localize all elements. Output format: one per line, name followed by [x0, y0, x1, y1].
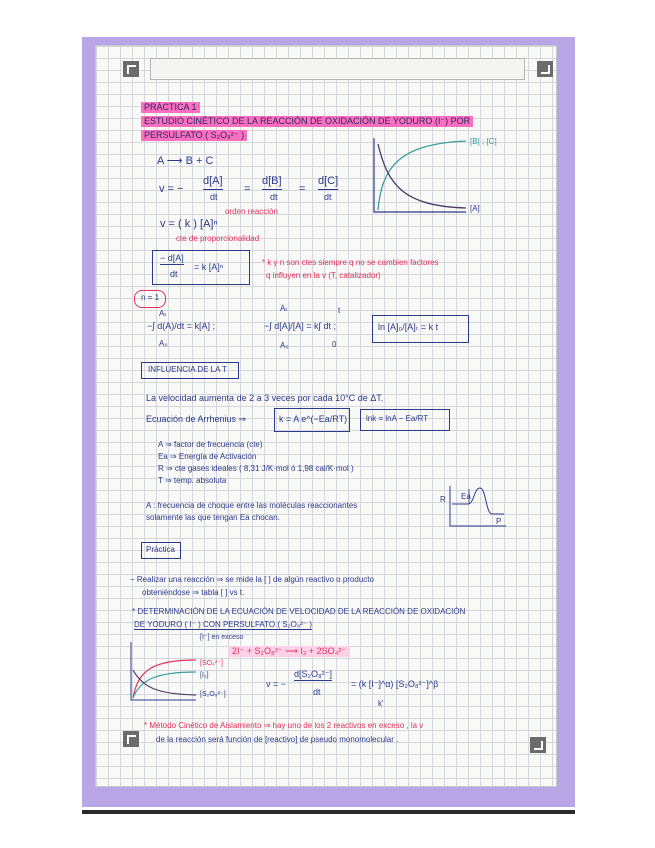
first-order-result: ln [A]₀/[A]ₜ = k t — [378, 322, 439, 332]
page-edge — [82, 810, 575, 814]
practice-step-2: obteniéndose ⇒ tabla [ ] vs t. — [142, 588, 245, 597]
constants-note: * k y n son ctes siempre q no se cambien factores — [262, 258, 439, 267]
def-gas-constant: R ⇒ cte gases ideales ( 8,31 J/K·mol ó 1,98 cal/K·mol ) — [158, 464, 354, 473]
integral-1: −∫ d(A)/dt = k[A] ; — [147, 321, 215, 331]
limit-a0: A₀ — [159, 339, 168, 348]
practice-rate-den: dt — [313, 687, 321, 697]
graph-label-reactant: [A] — [470, 204, 480, 213]
rate-v: v = − — [159, 183, 184, 195]
practice-concentration-graph — [128, 640, 198, 702]
energy-label-p: P — [496, 517, 502, 526]
rate-den-a: dt — [210, 192, 218, 202]
limit-t: t — [338, 306, 341, 315]
excess-label: [I⁻] en exceso — [200, 634, 244, 641]
graph-label-iodine: [I₂] — [200, 672, 209, 679]
persulfate-curve — [133, 670, 196, 695]
practice-header: Práctica — [146, 545, 175, 554]
limit-zero: 0 — [332, 340, 337, 349]
frequency-note: A : frecuencia de choque entre las moléculas reaccionantes — [146, 501, 358, 510]
boxed-eq-rhs: = k [A]ⁿ — [194, 262, 224, 272]
corner-mark-icon — [530, 737, 546, 753]
boxed-eq-num: − d[A] — [160, 253, 184, 263]
practice-title: PRÁCTICA 1 — [141, 102, 200, 113]
boxed-eq-den: dt — [170, 269, 178, 279]
concentration-time-graph — [370, 136, 470, 216]
limit-at-2: Aₜ — [280, 304, 288, 313]
arrhenius-label: Ecuación de Arrhenius ⇒ — [146, 414, 247, 424]
corner-mark-icon — [123, 731, 139, 747]
temperature-header: INFLUENCIA DE LA T — [148, 365, 227, 374]
rate-num-a: d[A] — [203, 176, 223, 190]
isolation-method-note-2: de la reacción será función de [reactivo] de pseudo monomolecular . — [156, 735, 399, 744]
practice-rate-num: d[S₂O₈²⁻] — [294, 669, 332, 679]
pseudo-rate-constant: k' — [378, 699, 384, 708]
graph-label-persulfate: [S₂O₈²⁻] — [200, 691, 226, 698]
practice-rate-law: = (k [I⁻]^α) [S₂O₈²⁻]^β — [351, 679, 439, 689]
practice-step: − Realizar una reacción ⇒ se mide la [ ] de algún reactivo o producto — [130, 575, 374, 584]
practice-rate-v: v = − — [266, 679, 287, 689]
rate-equals-1: = — [244, 183, 251, 195]
rate-den-b: dt — [270, 192, 278, 202]
reactant-curve — [378, 144, 466, 208]
rate-den-c: dt — [324, 192, 332, 202]
rate-num-c: d[C] — [318, 176, 338, 190]
constant-label: cte de proporcionalidad — [176, 234, 260, 243]
energy-curve — [452, 488, 504, 514]
corner-mark-icon — [537, 61, 553, 77]
determination-title: * DETERMINACIÓN DE LA ECUACIÓN DE VELOCIDAD DE LA REACCIÓN DE OXIDACIÓN — [132, 607, 466, 616]
limit-at: Aₜ — [159, 309, 167, 318]
energy-label-r: R — [440, 495, 446, 504]
constants-note-2: q influyen en la v (T, catalizador) — [266, 271, 381, 280]
frequency-note-2: solamente las que tengan Ea chocan. — [146, 513, 280, 522]
limit-a0-2: A₀ — [280, 341, 289, 350]
integral-2: −∫ d[A]/[A] = k∫ dt ; — [264, 321, 336, 331]
def-activation: Ea ⇒ Energía de Activación — [158, 452, 257, 461]
product-curve — [378, 141, 466, 210]
def-temperature: T ⇒ temp. absoluta — [158, 476, 227, 485]
order-label: orden reacción — [225, 207, 278, 216]
corner-mark-icon — [123, 61, 139, 77]
temperature-rule: La velocidad aumenta de 2 a 3 veces por cada 10°C de ΔT. — [146, 393, 384, 403]
practice-subtitle: ESTUDIO CINÉTICO DE LA REACCIÓN DE OXIDACIÓN DE YODURO (I⁻) POR — [141, 116, 473, 127]
energy-label-ea: Ea — [461, 492, 471, 501]
determination-title-2: DE YODURO ( I⁻ ) CON PERSULFATO ( S₂O₈²⁻ ) — [134, 620, 312, 629]
order-one-label: n = 1 — [141, 293, 160, 302]
practice-subtitle-2: PERSULFATO ( S₂O₈²⁻ ) — [141, 130, 247, 141]
graph-label-sulfate: [SO₄²⁻] — [200, 660, 223, 667]
def-frequency: A ⇒ factor de frecuencia (cte) — [158, 440, 263, 449]
ln-arrhenius-equation: lnk = lnA − Ea/RT — [366, 414, 429, 423]
rate-law: v = ( k ) [A]ⁿ — [160, 218, 218, 230]
reaction-equation: A ⟶ B + C — [157, 155, 214, 167]
header-box — [150, 58, 525, 80]
arrhenius-equation: k = A e^(−Ea/RT) — [279, 414, 348, 424]
rate-equals-2: = — [299, 183, 306, 195]
rate-num-b: d[B] — [262, 176, 282, 190]
isolation-method-note: * Método Cinético de Aislamiento ⇒ hay uno de los 2 reactivos en exceso , la v — [144, 721, 424, 730]
graph-label-products: [B] ; [C] — [470, 137, 497, 146]
iodide-reaction: 2I⁻ + S₂O₈²⁻ ⟶ I₂ + 2SO₄²⁻ — [228, 646, 350, 657]
